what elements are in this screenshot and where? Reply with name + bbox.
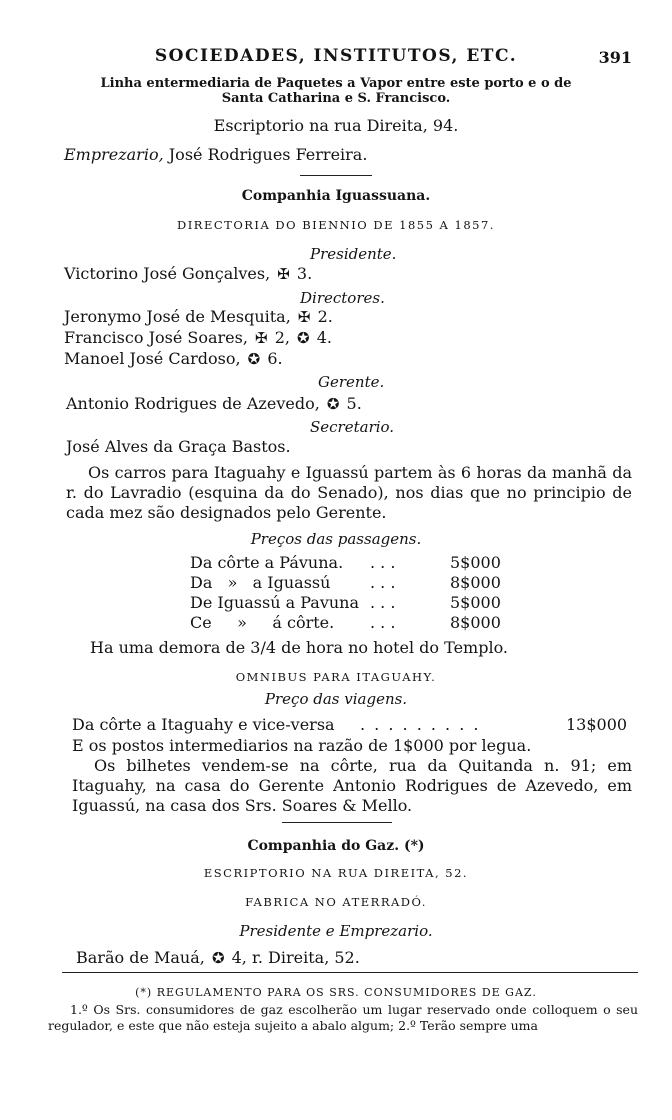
- director-mark: 4.: [316, 328, 332, 347]
- empresario-name: José Rodrigues Ferreira.: [168, 145, 368, 164]
- page-number: 391: [598, 48, 632, 67]
- iguassuana-directoria: DIRECTORIA DO BIENNIO DE 1855 A 1857.: [177, 218, 495, 232]
- footnote-text: 1.º Os Srs. consumidores de gaz escolherão um lugar reservado onde colloquem o seu regulador, e este que não esteja sujeito a abalo algum; 2.º Terão sempre uma: [48, 1002, 638, 1033]
- director-name: Manoel José Cardoso,: [64, 349, 241, 368]
- barao-address: 4, r. Direita, 52.: [231, 948, 360, 967]
- fare-dots: . . .: [370, 553, 396, 572]
- fare-dots: . . .: [370, 613, 396, 632]
- fare-price: 5$000: [450, 553, 501, 572]
- iguassuana-title: Companhia Iguassuana.: [241, 188, 431, 204]
- fare-dots: . . .: [370, 593, 396, 612]
- demora-line: Ha uma demora de 3/4 de hora no hotel do Templo.: [90, 638, 508, 657]
- gaz-escriptorio: ESCRIPTORIO NA RUA DIREITA, 52.: [203, 866, 469, 880]
- precos-label: Preços das passagens.: [250, 530, 422, 548]
- presidente-mark: 3.: [296, 264, 313, 283]
- footnote-rule: [62, 972, 638, 973]
- director-row-3: [64, 349, 283, 368]
- divider: [300, 175, 372, 176]
- fare-route: Da côrte a Pávuna.: [190, 553, 344, 572]
- cross-icon: ✠: [255, 329, 268, 347]
- footnote-title: (*) REGULAMENTO PARA OS SRS. CONSUMIDORES DE GAZ.: [135, 986, 537, 999]
- gerente-name: Antonio Rodrigues de Azevedo,: [66, 394, 320, 413]
- fare-price: 8$000: [450, 613, 501, 632]
- linha-title-1: Linha entermediaria de Paquetes a Vapor entre este porto e o de: [100, 76, 572, 91]
- presidente-row: [64, 264, 312, 283]
- gaz-fabrica: FABRICA NO ATERRADÓ.: [245, 895, 427, 909]
- directores-label: Directores.: [300, 289, 385, 307]
- gaz-presidente-label: Presidente e Emprezario.: [239, 922, 433, 940]
- omnibus-intermediarios: E os postos intermediarios na razão de 1$000 por legua.: [72, 736, 532, 755]
- director-name: Jeronymo José de Mesquita,: [64, 307, 291, 326]
- omnibus-preco-label: Preço das viagens.: [264, 690, 408, 708]
- director-row-1: [64, 307, 333, 326]
- gerente-label: Gerente.: [318, 373, 385, 391]
- presidente-label: Presidente.: [310, 245, 397, 263]
- secretario-label: Secretario.: [310, 418, 395, 436]
- fare-row: [190, 613, 510, 632]
- fare-row: [190, 593, 510, 612]
- linha-office: Escriptorio na rua Direita, 94.: [213, 116, 459, 135]
- empresario-label: Emprezario,: [64, 145, 164, 164]
- fare-dots: . . .: [370, 573, 396, 592]
- fare-price: 5$000: [450, 593, 501, 612]
- omnibus-fare-dots: . . . . . . . . .: [360, 715, 481, 734]
- director-mark: 2.: [317, 307, 333, 326]
- linha-empresario: [64, 145, 367, 164]
- medal-icon: ✪: [211, 949, 225, 967]
- omnibus-title: OMNIBUS PARA ITAGUAHY.: [235, 670, 437, 684]
- gerente-row: [66, 394, 362, 413]
- presidente-name: Victorino José Gonçalves,: [64, 264, 271, 283]
- director-name: Francisco José Soares,: [64, 328, 248, 347]
- director-mark: 2,: [274, 328, 290, 347]
- cross-icon: ✠: [297, 308, 311, 326]
- fare-price: 8$000: [450, 573, 501, 592]
- linha-title-2: Santa Catharina e S. Francisco.: [221, 91, 451, 106]
- medal-icon: ✪: [247, 350, 261, 368]
- medal-icon: ✪: [326, 395, 340, 413]
- fare-row: [190, 553, 510, 572]
- running-header: SOCIEDADES, INSTITUTOS, ETC.: [154, 46, 518, 66]
- fare-route: De Iguassú a Pavuna: [190, 593, 359, 612]
- gaz-title: Companhia do Gaz. (*): [247, 838, 425, 854]
- bilhetes-paragraph: Os bilhetes vendem-se na côrte, rua da Quitanda n. 91; em Itaguahy, na casa do Gerente Antonio Rodrigues de Azevedo, em Iguassú, na casa dos Srs. Soares & Mello.: [72, 756, 632, 815]
- fare-route: Da » a Iguassú: [190, 573, 331, 592]
- fare-route: Ce » á côrte.: [190, 613, 335, 632]
- fare-row: [190, 573, 510, 592]
- director-mark: 6.: [267, 349, 283, 368]
- omnibus-fare-price: 13$000: [566, 715, 628, 734]
- carros-paragraph: Os carros para Itaguahy e Iguassú partem às 6 horas da manhã da r. do Lavradio (esquina da do Senado), nos dias que no principio de cada mez são designados pelo Gerente.: [66, 463, 632, 522]
- omnibus-fare-route: Da côrte a Itaguahy e vice-versa: [72, 715, 335, 734]
- gerente-mark: 5.: [346, 394, 362, 413]
- medal-icon: ✪: [297, 329, 310, 347]
- secretario-name: José Alves da Graça Bastos.: [66, 437, 291, 456]
- cross-icon: ✠: [277, 265, 290, 283]
- director-row-2: [64, 328, 332, 347]
- barao-row: [76, 948, 360, 967]
- barao-name: Barão de Mauá,: [76, 948, 205, 967]
- divider: [282, 822, 392, 823]
